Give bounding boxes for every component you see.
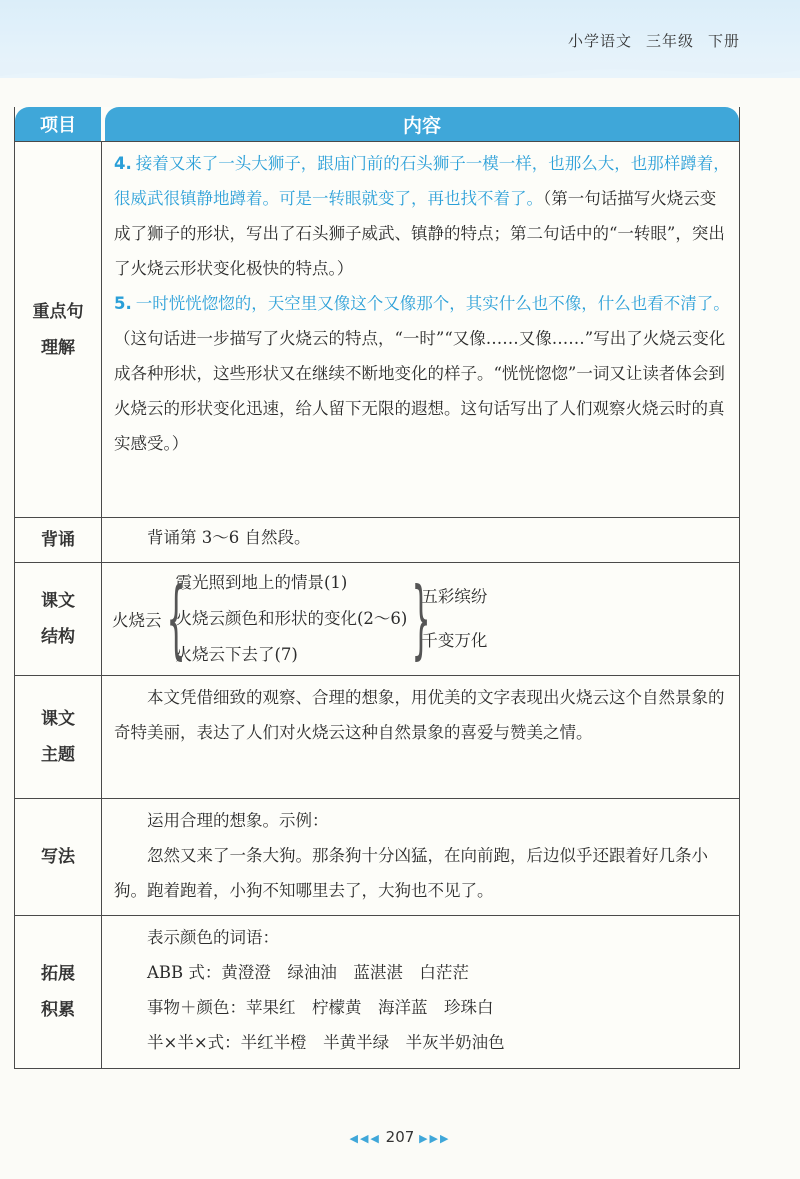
row-content: [102, 916, 739, 1068]
row-writing: [15, 798, 739, 915]
right-brace-icon: }: [411, 569, 432, 669]
row-label: [15, 563, 102, 675]
row-label-line: 课文: [41, 709, 75, 729]
row-label-line: 拓展: [41, 964, 75, 984]
row-label-line: 重点句: [32, 301, 84, 322]
row-content: [102, 142, 739, 517]
writing-example: 忽然又来了一条大狗。那条狗十分凶猛，在向前跑，后边似乎还跟着好几条小狗。跑着跑着，小狗不知哪里去了，大狗也不见了。: [114, 846, 708, 900]
header-subject: 小学语文: [567, 32, 632, 50]
structure-summary-item: 千变万化: [421, 631, 488, 650]
sentence-5: [114, 286, 731, 461]
structure-summary: [421, 575, 487, 663]
structure-part: 火烧云下去了(7): [175, 645, 298, 664]
row-label: [15, 799, 102, 915]
row-recite: [15, 517, 739, 562]
row-label-line: 理解: [41, 337, 75, 358]
row-label-line: 背诵: [41, 530, 75, 550]
extension-line: ABB 式：黄澄澄 绿油油 蓝湛湛 白茫茫: [147, 963, 469, 982]
sentence-quote: 接着又来了一头大狮子，跟庙门前的石头狮子一模一样，也那么大，也那样蹲着，很威武很镇静地蹲着。可是一转眼就变了，再也找不着了。: [114, 154, 730, 208]
structure-diagram: [102, 563, 487, 675]
column-header-content: 内容: [105, 107, 739, 141]
page-header: [568, 30, 740, 51]
extension-intro: 表示颜色的词语：: [147, 928, 279, 947]
row-key-sentences: [15, 141, 739, 517]
row-content: [102, 799, 739, 915]
header-grade: 三年级: [645, 32, 694, 50]
sentence-note: （这句话进一步描写了火烧云的特点，“一时”“又像……又像……”写出了火烧云变化成各种形状，这些形状又在继续不断地变化的样子。“恍恍惚惚”一词又让读者体会到火烧云的形状变化迅速，给人留下无限的遐想。这句话写出了人们观察火烧云时的真实感受。）: [114, 329, 726, 453]
row-label: [15, 916, 102, 1068]
row-label-line: 主题: [41, 745, 75, 765]
row-label-line: 结构: [41, 627, 75, 647]
row-extension: [15, 915, 739, 1068]
header-volume: 下册: [707, 32, 740, 50]
row-label: [15, 676, 102, 798]
left-brace-icon: {: [166, 569, 186, 669]
sentence-number: 5.: [114, 294, 132, 313]
writing-intro: 运用合理的想象。示例：: [147, 811, 329, 830]
row-label-line: 写法: [41, 847, 75, 867]
row-label-line: 课文: [41, 591, 75, 611]
structure-summary-item: 五彩缤纷: [421, 587, 488, 606]
right-arrows-icon: ▶▶▶: [419, 1132, 451, 1145]
page-number: 207: [385, 1128, 415, 1146]
structure-root: 火烧云: [112, 611, 162, 630]
row-label: [15, 142, 102, 517]
sentence-quote: 一时恍恍惚惚的，天空里又像这个又像那个，其实什么也不像，什么也看不清了。: [135, 294, 730, 313]
structure-parts: [176, 565, 408, 673]
row-structure: [15, 562, 739, 675]
row-content: 本文凭借细致的观察、合理的想象，用优美的文字表现出火烧云这个自然景象的奇特美丽，表达了人们对火烧云这种自然景象的喜爱与赞美之情。: [114, 688, 725, 742]
page-footer: [0, 1128, 800, 1146]
extension-line: 半×半×式：半红半橙 半黄半绿 半灰半奶油色: [147, 1033, 505, 1052]
header-wave-decoration: [0, 62, 800, 92]
left-arrows-icon: ◀◀◀: [349, 1132, 381, 1145]
table-header: [15, 107, 739, 141]
row-theme: [15, 675, 739, 798]
structure-part: 霞光照到地上的情景(1): [175, 573, 348, 592]
row-label-line: 积累: [41, 1000, 75, 1020]
extension-line: 事物＋颜色：苹果红 柠檬黄 海洋蓝 珍珠白: [147, 998, 494, 1017]
summary-table: [14, 107, 740, 1069]
sentence-4: [114, 146, 731, 286]
column-header-item: 项目: [15, 107, 101, 141]
sentence-note: （第一句话描写火烧云变成了狮子的形状，写出了石头狮子威武、镇静的特点；第二句话中的“一转眼”，突出了火烧云形状变化极快的特点。）: [114, 189, 725, 278]
row-content: 背诵第 3～6 自然段。: [147, 528, 311, 547]
sentence-number: 4.: [114, 154, 132, 173]
structure-part: 火烧云颜色和形状的变化(2～6): [175, 609, 408, 628]
row-label: [15, 518, 102, 562]
